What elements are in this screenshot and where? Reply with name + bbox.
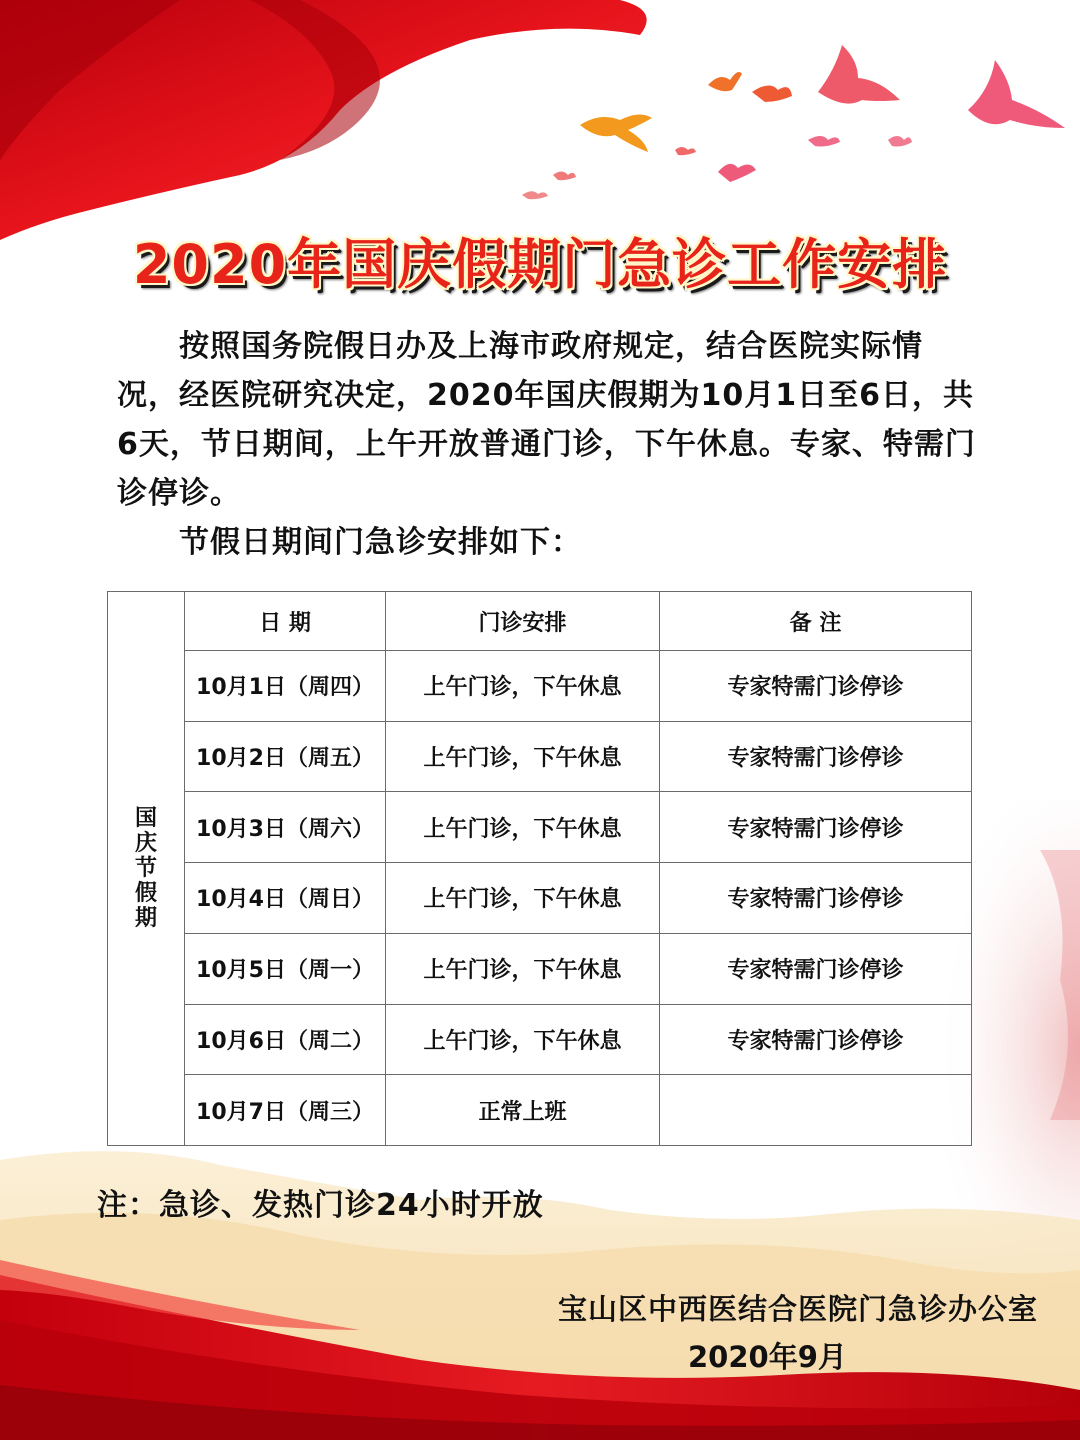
- table-row: [108, 933, 972, 1004]
- header-remark: 备 注: [660, 592, 972, 651]
- table-row: [108, 792, 972, 863]
- intro-subheading: 节假日期间门急诊安排如下：: [179, 525, 582, 560]
- header-plan: 门诊安排: [386, 592, 660, 651]
- table-row: [108, 721, 972, 792]
- intro-section: [117, 322, 977, 567]
- row-date: 10月3日（周六）: [185, 792, 386, 863]
- side-label-cell: [108, 592, 185, 1146]
- row-remark: 专家特需门诊停诊: [660, 721, 972, 792]
- row-date: 10月1日（周四）: [185, 651, 386, 722]
- row-plan: 上午门诊，下午休息: [386, 721, 660, 792]
- signature-date: 2020年9月: [688, 1340, 847, 1374]
- row-plan: 上午门诊，下午休息: [386, 863, 660, 934]
- row-remark: 专家特需门诊停诊: [660, 792, 972, 863]
- row-remark: 专家特需门诊停诊: [660, 933, 972, 1004]
- row-plan: 上午门诊，下午休息: [386, 651, 660, 722]
- birds-decoration: [522, 45, 1065, 199]
- side-label: 国庆节假期: [134, 806, 157, 931]
- row-date: 10月2日（周五）: [185, 721, 386, 792]
- table-header-row: [108, 592, 972, 651]
- row-plan: 上午门诊，下午休息: [386, 792, 660, 863]
- signature-organization: 宝山区中西医结合医院门急诊办公室: [557, 1292, 1038, 1326]
- row-date: 10月5日（周一）: [185, 933, 386, 1004]
- table-row: [108, 651, 972, 722]
- page-title: 2020年国庆假期门急诊工作安排: [132, 233, 948, 296]
- schedule-table-container: [107, 591, 972, 1146]
- schedule-table: [107, 591, 972, 1146]
- top-ribbon: [0, 0, 647, 240]
- row-plan: 上午门诊，下午休息: [386, 1004, 660, 1075]
- row-plan: 上午门诊，下午休息: [386, 933, 660, 1004]
- row-date: 10月6日（周二）: [185, 1004, 386, 1075]
- row-remark: [660, 1075, 972, 1146]
- row-remark: 专家特需门诊停诊: [660, 651, 972, 722]
- table-row: [108, 1004, 972, 1075]
- intro-paragraph: 按照国务院假日办及上海市政府规定，结合医院实际情况，经医院研究决定，2020年国庆假期为10月1日至6日，共6天，节日期间，上午开放普通门诊，下午休息。专家、特需门诊停诊。: [117, 329, 976, 511]
- row-plan: 正常上班: [386, 1075, 660, 1146]
- emergency-note: 注：急诊、发热门诊24小时开放: [97, 1188, 544, 1223]
- row-date: 10月7日（周三）: [185, 1075, 386, 1146]
- header-date: 日 期: [185, 592, 386, 651]
- row-remark: 专家特需门诊停诊: [660, 1004, 972, 1075]
- row-remark: 专家特需门诊停诊: [660, 863, 972, 934]
- table-row: [108, 863, 972, 934]
- table-row: [108, 1075, 972, 1146]
- row-date: 10月4日（周日）: [185, 863, 386, 934]
